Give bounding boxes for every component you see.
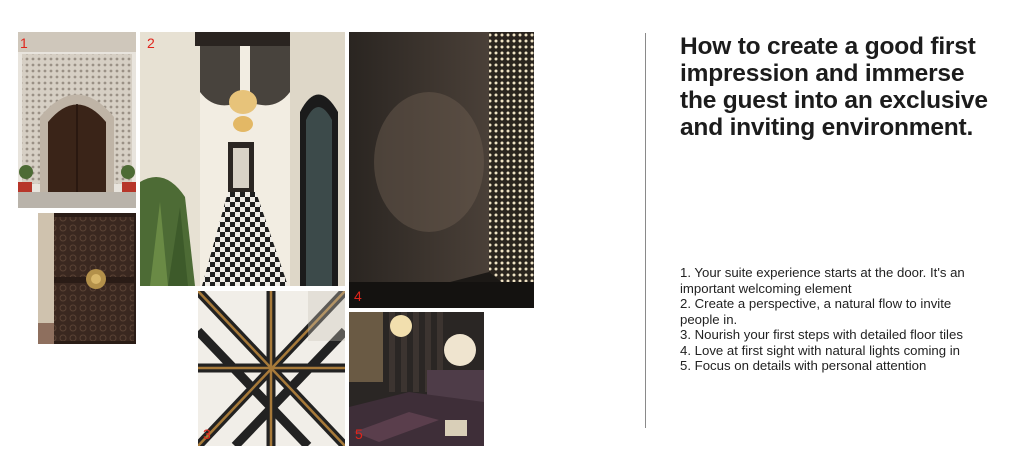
- tip-1-line-1: 1. Your suite experience starts at the door. It's an: [680, 265, 965, 280]
- photo-carved-door-handle: [38, 213, 136, 344]
- tip-2-line-2: people in.: [680, 311, 738, 327]
- heading-line-3: the guest into an exclusive: [680, 87, 988, 114]
- photo-number-4: 4: [354, 288, 362, 304]
- photo-tiled-corridor: [140, 32, 345, 286]
- tip-1-line-2: important welcoming element: [680, 280, 852, 296]
- tip-4: 4. Love at first sight with natural lights coming in: [680, 342, 961, 358]
- photo-suite-bedroom: [349, 312, 484, 446]
- photo-number-2: 2: [147, 35, 155, 51]
- tip-5: 5. Focus on details with personal attention: [680, 358, 927, 373]
- photo-number-5: 5: [355, 426, 363, 442]
- heading-line-4: and inviting environment.: [680, 114, 974, 141]
- photo-number-3: 3: [203, 426, 211, 442]
- page-heading: [680, 33, 1010, 141]
- tip-3: 3. Nourish your first steps with detailed floor tiles: [680, 327, 963, 342]
- photo-perforated-light-wall: [349, 32, 534, 308]
- tips-list: [680, 265, 1010, 374]
- photo-ornate-doorway: [18, 32, 136, 208]
- heading-line-1: How to create a good first: [680, 33, 976, 60]
- photo-number-1: 1: [20, 35, 28, 51]
- vertical-divider: [645, 33, 646, 428]
- heading-line-2: impression and immerse: [680, 60, 965, 87]
- photo-mosaic-floor-tiles: [198, 291, 345, 446]
- tip-2-line-1: 2. Create a perspective, a natural flow to invite: [680, 296, 952, 311]
